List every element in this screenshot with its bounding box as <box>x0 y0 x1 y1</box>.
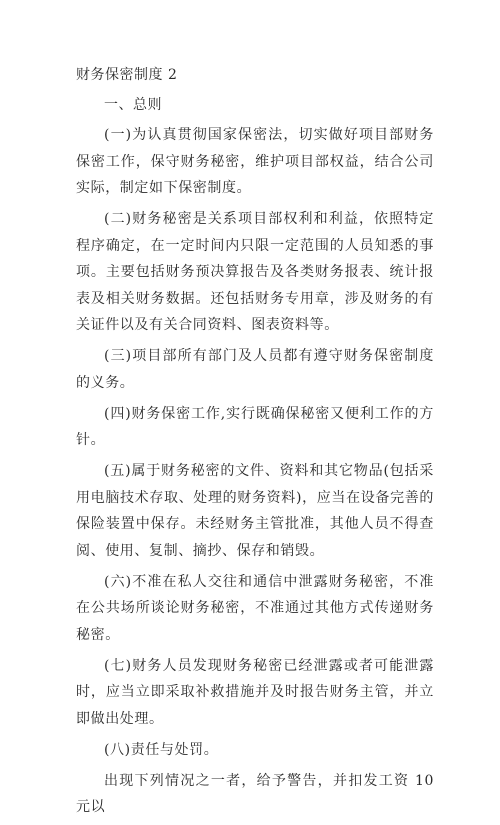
paragraph-5: (五)属于财务秘密的文件、资料和其它物品(包括采用电脑技术存取、处理的财务资料)，应当在设备完善的保险装置中保存。未经财务主管批准，其他人员不得查阅、使用、复制、摘抄、保存和销毁。 <box>76 463 434 559</box>
document-title: 财务保密制度 2 <box>76 67 178 83</box>
paragraph-7: (七)财务人员发现财务秘密已经泄露或者可能泄露时，应当立即采取补救措施并及时报告财务主管，并立即做出处理。 <box>76 657 434 727</box>
paragraph-9: 出现下列情况之一者，给予警告，并扣发工资 10 元以 <box>76 772 434 815</box>
section-heading: 一、总则 <box>104 97 162 113</box>
paragraph-2: (二)财务秘密是关系项目部权利和利益，依照特定程序确定，在一定时间内只限一定范围的人员知悉的事项。主要包括财务预决算报告及各类财务报表、统计报表及相关财务数据。还包括财务专用章，涉及财务的有关证件以及有关合同资料、图表资料等。 <box>76 211 434 333</box>
document-body <box>76 62 434 825</box>
paragraph-6: (六)不准在私人交往和通信中泄露财务秘密，不准在公共场所谈论财务秘密，不准通过其他方式传递财务秘密。 <box>76 573 434 643</box>
paragraph-3: (三)项目部所有部门及人员都有遵守财务保密制度的义务。 <box>76 348 434 391</box>
paragraph-8: (八)责任与处罚。 <box>104 741 219 758</box>
paragraph-1: (一)为认真贯彻国家保密法，切实做好项目部财务保密工作，保守财务秘密，维护项目部权益，结合公司实际，制定如下保密制度。 <box>76 127 434 196</box>
paragraph-4: (四)财务保密工作,实行既确保秘密又便利工作的方针。 <box>76 405 434 448</box>
